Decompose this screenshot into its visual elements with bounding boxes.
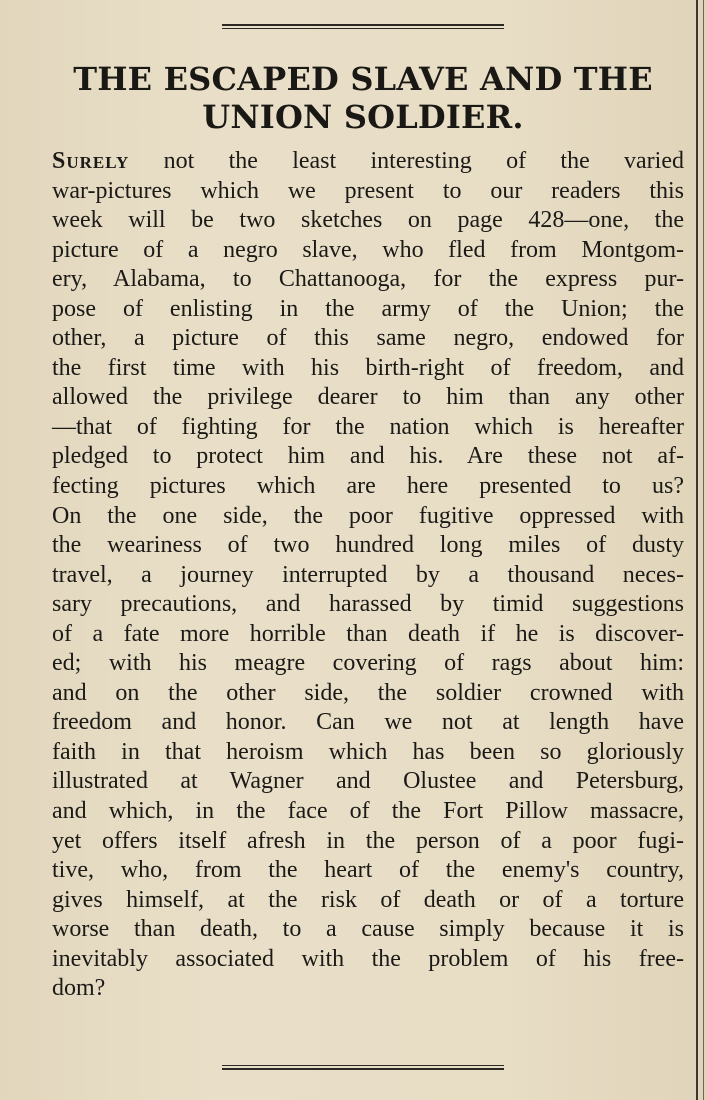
bottom-ornamental-rule (222, 1065, 504, 1070)
body-line: ed; with his meagre covering of rags about him: (52, 650, 684, 677)
article-title (40, 60, 686, 136)
body-line: inevitably associated with the problem of his free- (52, 945, 684, 972)
body-line: pledged to protect him and his. Are these not af- (52, 443, 684, 470)
body-line-last: dom? (52, 975, 106, 1002)
first-line-rest: not the least interesting of the varied (129, 148, 684, 174)
body-line: picture of a negro slave, who fled from Montgom- (52, 236, 684, 263)
body-line: pose of enlisting in the army of the Union; the (52, 295, 684, 322)
body-line: worse than death, to a cause simply because it is (52, 916, 684, 943)
column-rule-right (696, 0, 698, 1100)
body-line: of a fate more horrible than death if he is discover- (52, 620, 684, 647)
body-line: travel, a journey interrupted by a thousand neces- (52, 561, 684, 588)
body-line: fecting pictures which are here presented to us? (52, 473, 684, 500)
body-line: sary precautions, and harassed by timid suggestions (52, 591, 684, 618)
body-line: war-pictures which we present to our readers this (52, 177, 684, 204)
page-edge-line (703, 0, 704, 1100)
article-body (52, 147, 684, 1004)
body-line: gives himself, at the risk of death or of a torture (52, 886, 684, 913)
body-line: allowed the privilege dearer to him than any other (52, 384, 684, 411)
title-line-2: UNION SOLDIER. (202, 98, 524, 136)
body-line: —that of fighting for the nation which is hereafter (52, 413, 684, 440)
body-line: other, a picture of this same negro, endowed for (52, 325, 684, 352)
body-line: the first time with his birth-right of freedom, and (52, 354, 684, 381)
title-line-1: THE ESCAPED SLAVE AND THE (73, 60, 653, 98)
body-line: On the one side, the poor fugitive oppressed with (52, 502, 684, 529)
top-ornamental-rule (222, 24, 504, 29)
body-line: freedom and honor. Can we not at length have (52, 709, 684, 736)
body-line-1 (52, 147, 684, 177)
body-line: week will be two sketches on page 428—one, the (52, 207, 684, 234)
body-line: the weariness of two hundred long miles of dusty (52, 532, 684, 559)
body-line: tive, who, from the heart of the enemy's country, (52, 857, 684, 884)
body-line: yet offers itself afresh in the person of a poor fugi- (52, 827, 684, 854)
body-line: and on the other side, the soldier crowned with (52, 679, 684, 706)
body-line: faith in that heroism which has been so gloriously (52, 738, 684, 765)
body-line: and which, in the face of the Fort Pillow massacre, (52, 798, 684, 825)
lead-word: Surely (52, 148, 130, 174)
body-line: ery, Alabama, to Chattanooga, for the express pur- (52, 266, 684, 293)
body-line: illustrated at Wagner and Olustee and Petersburg, (52, 768, 684, 795)
